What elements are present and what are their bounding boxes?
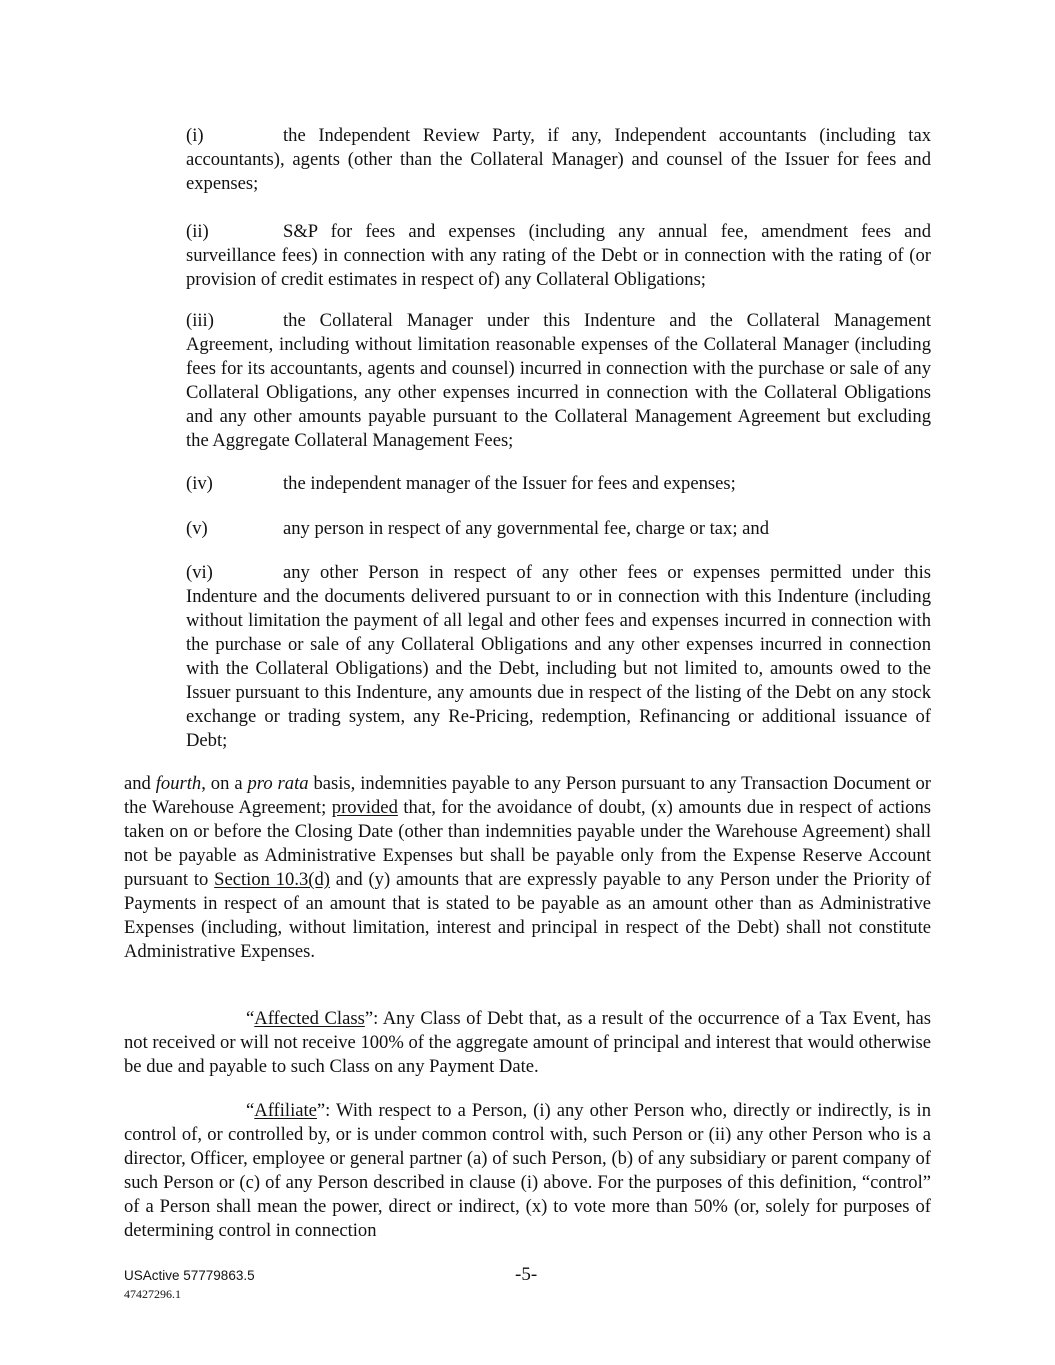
quote: ”: (364, 1008, 383, 1029)
defined-term: Affected Class (254, 1008, 365, 1029)
quote: ”: (316, 1100, 337, 1121)
item-text: the Collateral Manager under this Indenture and the Collateral Management Agreement, including without limitation reasonable expenses of the Collateral Manager (including fees for its accountants, agents and counsel) incurred in connection with the purchase or sale of any Collateral Obligations, any other expenses incurred in connection with the Collateral Obligations and any other amounts payable pursuant to the Collateral Management Agreement but excluding the Aggregate Collateral Management Fees; (186, 310, 931, 451)
item-text: the independent manager of the Issuer for fees and expenses; (283, 473, 736, 494)
list-item-v (186, 517, 931, 541)
italic-pro-rata: pro rata (247, 773, 309, 794)
italic-fourth: fourth (155, 773, 202, 794)
item-label: (ii) (186, 221, 209, 242)
item-label: (iv) (186, 473, 213, 494)
definition-text: With respect to a Person, (i) any other Person who, directly or indirectly, is in control of, or controlled by, or is under common control with, such Person or (ii) any other Person who is a director, Officer, employee or general partner (a) of such Person, (b) of any subsidiary or parent company of such Person or (c) of any Person described in clause (i) above. For the purposes of this definition, “control” of a Person shall mean the power, direct or indirect, (x) to vote more than 50% (or, solely for purposes of determining control in connection (124, 1100, 931, 1241)
text-run: and (124, 773, 156, 794)
list-item-i (186, 124, 931, 196)
footer-sub-id: 47427296.1 (124, 1287, 181, 1301)
page-number: -5- (515, 1264, 538, 1285)
text-run: that, for the avoidance of doubt, (x) amounts due in respect of actions taken on or before the Closing Date (other than indemnities payable under the Warehouse Agreement) shall not be payable as Administrative Expenses but shall be payable only from the Expense Reserve Account pursuant to (124, 797, 931, 890)
fourth-paragraph (124, 772, 931, 964)
definition-affected-class (124, 1007, 931, 1079)
item-label: (iii) (186, 310, 214, 331)
item-text: the Independent Review Party, if any, Independent accountants (including tax accountants), agents (other than the Collateral Manager) and counsel of the Issuer for fees and expenses; (186, 125, 931, 194)
footer-doc-id: USActive 57779863.5 (124, 1268, 255, 1283)
item-label: (v) (186, 518, 208, 539)
item-label: (vi) (186, 562, 213, 583)
text-run: , on a (201, 773, 248, 794)
provided-term: provided (331, 797, 398, 818)
quote: “ (246, 1100, 255, 1121)
list-item-iv (186, 472, 931, 496)
item-text: any person in respect of any governmental fee, charge or tax; and (283, 518, 769, 539)
text-run: and (y) amounts that are expressly payable to any Person under the Priority of Payments in respect of an amount that is stated to be payable as an amount other than as Administrative Expenses (including, without limitation, interest and principal in respect of the Debt) shall not constitute Administrative Expenses. (124, 869, 932, 962)
list-item-iii (186, 309, 931, 453)
quote: “ (246, 1008, 255, 1029)
item-text: S&P for fees and expenses (including any annual fee, amendment fees and surveillance fees) in connection with any rating of the Debt or in connection with the rating of (or provision of credit estimates in respect of) any Collateral Obligations; (186, 221, 931, 290)
defined-term: Affiliate (254, 1100, 317, 1121)
definition-text: Any Class of Debt that, as a result of the occurrence of a Tax Event, has not received or will not receive 100% of the aggregate amount of principal and interest that would otherwise be due and payable to such Class on any Payment Date. (124, 1008, 932, 1077)
section-reference-link[interactable]: Section 10.3(d) (214, 869, 330, 890)
item-text: any other Person in respect of any other fees or expenses permitted under this Indenture and the documents delivered pursuant to or in connection with this Indenture (including without limitation the payment of all legal and other fees and expenses incurred in connection with the purchase or sale of any Collateral Obligations and any other expenses incurred in connection with the Collateral Obligations) and the Debt, including but not limited to, amounts owed to the Issuer pursuant to this Indenture, any amounts due in respect of the listing of the Debt on any stock exchange or trading system, any Re-Pricing, redemption, Refinancing or additional issuance of Debt; (186, 562, 931, 751)
list-item-vi (186, 561, 931, 753)
item-label: (i) (186, 125, 204, 146)
list-item-ii (186, 220, 931, 292)
text-run: basis, indemnities payable to any Person pursuant to any Transaction Document or the Warehouse Agreement; (124, 773, 931, 818)
definition-affiliate (124, 1099, 931, 1243)
